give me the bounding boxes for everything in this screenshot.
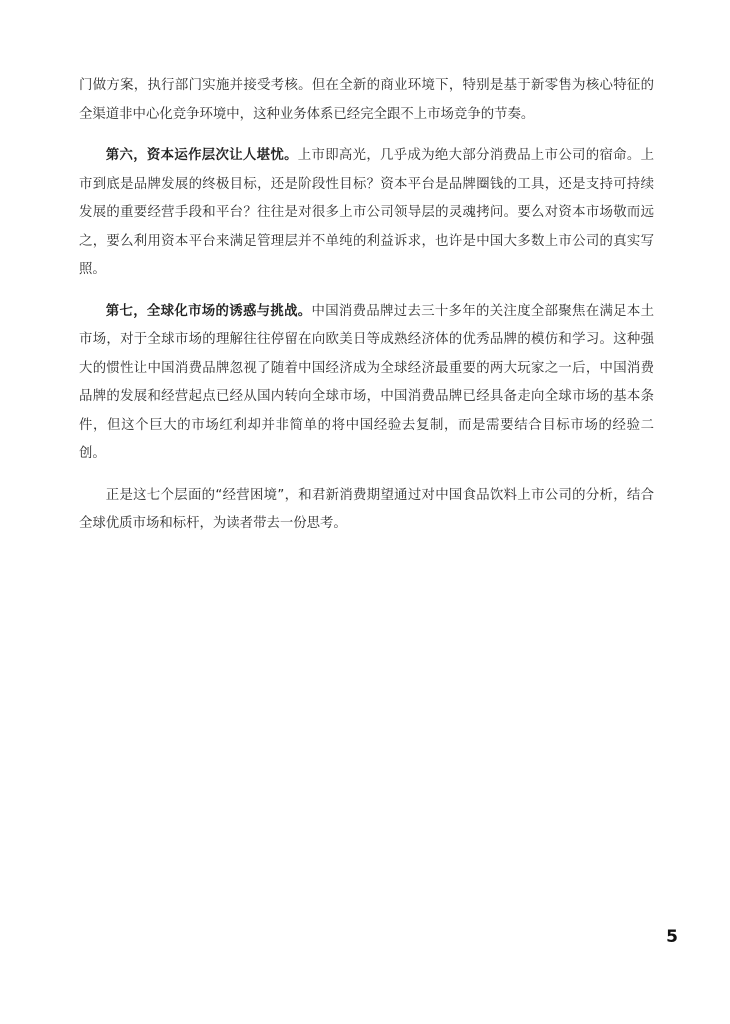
page-number: 5 xyxy=(666,927,678,947)
document-page xyxy=(79,72,654,552)
paragraph-text: 中国消费品牌过去三十多年的关注度全部聚焦在满足本土市场，对于全球市场的理解往往停留在向欧美日等成熟经济体的优秀品牌的模仿和学习。这种强大的惯性让中国消费品牌忽视了随着中国经济成为全球经济最重要的两大玩家之一后，中国消费品牌的发展和经营起点已经从国内转向全球市场，中国消费品牌已经具备走向全球市场的基本条件，但这个巨大的市场红利却并非简单的将中国经验去复制，而是需要结合目标市场的经验二创。 xyxy=(79,303,655,461)
paragraph-lead-heading: 第六，资本运作层次让人堪忧。 xyxy=(105,148,298,163)
paragraph-continuation xyxy=(79,72,654,129)
paragraph-text: 正是这七个层面的“经营困境”，和君新消费期望通过对中国食品饮料上市公司的分析，结合全球优质市场和标杆，为读者带去一份思考。 xyxy=(79,487,654,531)
paragraph-lead-heading: 第七，全球化市场的诱惑与挑战。 xyxy=(105,303,312,319)
paragraph-seventh-point xyxy=(79,298,654,469)
paragraph-sixth-point xyxy=(79,142,654,285)
paragraph-conclusion xyxy=(79,482,654,539)
paragraph-text: 上市即高光，几乎成为绝大部分消费品上市公司的宿命。上市到底是品牌发展的终极目标，还是阶段性目标？资本平台是品牌圈钱的工具，还是支持可持续发展的重要经营手段和平台？往往是对很多上市公司领导层的灵魂拷问。要么对资本市场敬而远之，要么利用资本平台来满足管理层并不单纯的利益诉求，也许是中国大多数上市公司的真实写照。 xyxy=(79,148,654,277)
paragraph-text: 门做方案，执行部门实施并接受考核。但在全新的商业环境下，特别是基于新零售为核心特征的全渠道非中心化竞争环境中，这种业务体系已经完全跟不上市场竞争的节奏。 xyxy=(79,78,654,122)
